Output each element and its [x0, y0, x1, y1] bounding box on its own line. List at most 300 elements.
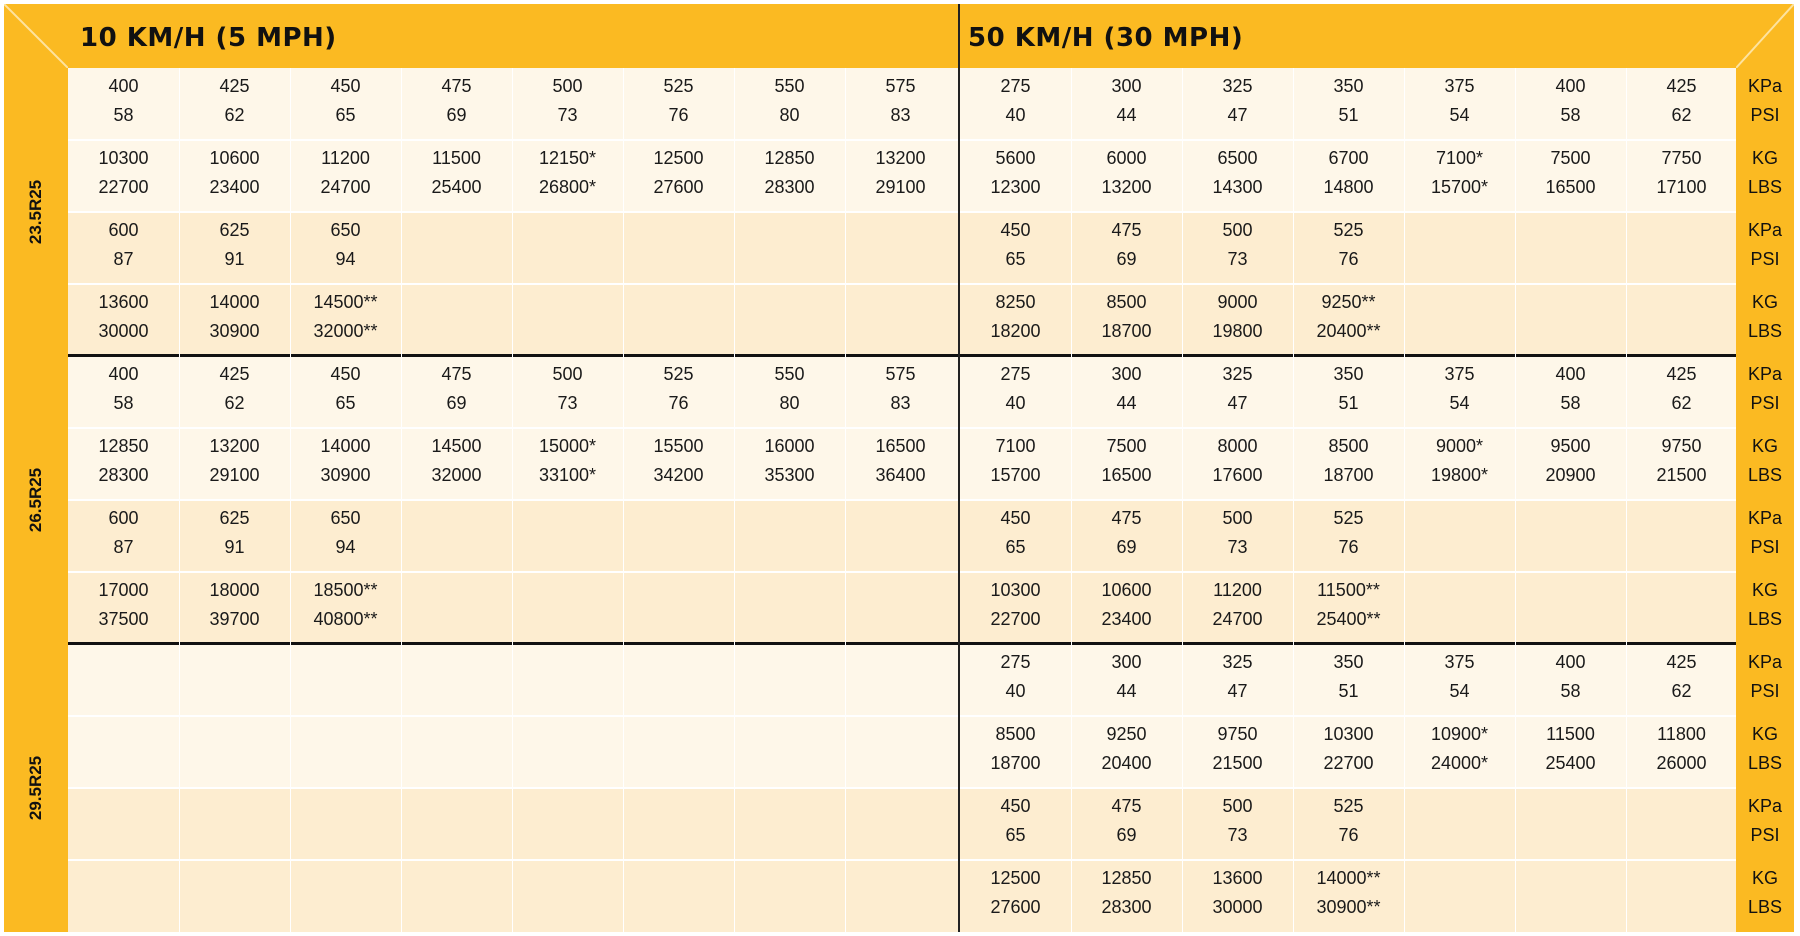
cell-value-bottom: 65: [1005, 537, 1026, 557]
cell-value-bottom: 14800: [1323, 177, 1374, 197]
cell-value-bottom: 65: [335, 393, 356, 413]
table-cell: [512, 644, 623, 716]
cell-value-top: 8500: [995, 724, 1036, 744]
cell-value-top: 500: [552, 364, 583, 384]
column-separator: [401, 68, 402, 932]
table-cell: [734, 284, 845, 356]
cell-value-top: 575: [885, 364, 916, 384]
unit-label-pair: [1736, 860, 1794, 932]
table-cell: [845, 572, 956, 644]
cell-value-bottom: 87: [113, 249, 134, 269]
cell-value-bottom: 47: [1227, 681, 1248, 701]
table-cell: [845, 788, 956, 860]
cell-value-top: 475: [441, 76, 472, 96]
cell-value-bottom: 20400**: [1316, 321, 1381, 341]
column-separator: [1182, 68, 1183, 932]
table-cell: [1071, 284, 1182, 356]
table-cell: [1515, 284, 1626, 356]
table-cell: [845, 284, 956, 356]
table-cell: [1626, 572, 1737, 644]
table-cell: [179, 500, 290, 572]
table-cell: [401, 68, 512, 140]
table-cell: [1515, 500, 1626, 572]
tire-size-label: 26.5R25: [26, 467, 45, 533]
table-cell: [1626, 284, 1737, 356]
cell-value-bottom: 44: [1116, 681, 1137, 701]
table-cell: [512, 356, 623, 428]
cell-value-bottom: 69: [1116, 249, 1137, 269]
cell-value-bottom: 24700: [1212, 609, 1263, 629]
table-cell: [179, 428, 290, 500]
table-cell: [1182, 572, 1293, 644]
table-cell: [1515, 644, 1626, 716]
table-cell: [179, 284, 290, 356]
cell-value-bottom: 62: [224, 105, 245, 125]
table-cell: [1071, 140, 1182, 212]
cell-value-top: 8250: [995, 292, 1036, 312]
table-cell: [1182, 212, 1293, 284]
table-cell: [1293, 284, 1404, 356]
unit-label-pair: [1736, 68, 1794, 140]
cell-value-bottom: 87: [113, 537, 134, 557]
table-cell: [1071, 716, 1182, 788]
cell-value-bottom: 28300: [98, 465, 149, 485]
cell-value-top: 8000: [1217, 436, 1258, 456]
table-cell: [68, 716, 179, 788]
cell-value-top: 650: [330, 220, 361, 240]
table-cell: [290, 356, 401, 428]
cell-value-top: 350: [1333, 76, 1364, 96]
table-cell: [845, 860, 956, 932]
cell-value-bottom: 30900: [320, 465, 371, 485]
table-cell: [1071, 212, 1182, 284]
table-cell: [68, 68, 179, 140]
cell-value-bottom: 16500: [1545, 177, 1596, 197]
cell-value-top: 275: [1000, 364, 1031, 384]
row-separator: [68, 787, 1736, 789]
cell-value-bottom: 80: [779, 105, 800, 125]
unit-label: KG: [1751, 436, 1778, 456]
table-cell: [623, 140, 734, 212]
cell-value-top: 300: [1111, 364, 1142, 384]
table-cell: [623, 572, 734, 644]
cell-value-top: 6500: [1217, 148, 1258, 168]
cell-value-bottom: 37500: [98, 609, 149, 629]
cell-value-bottom: 18700: [1101, 321, 1152, 341]
cell-value-top: 350: [1333, 652, 1364, 672]
cell-value-top: 475: [1111, 796, 1142, 816]
cell-value-top: 7500: [1550, 148, 1591, 168]
table-cell: [1293, 716, 1404, 788]
unit-label: KG: [1751, 724, 1778, 744]
table-cell: [1626, 212, 1737, 284]
cell-value-bottom: 32000**: [313, 321, 378, 341]
cell-value-bottom: 62: [1671, 681, 1692, 701]
cell-value-top: 550: [774, 76, 805, 96]
cell-value-top: 18000: [209, 580, 260, 600]
unit-label: LBS: [1747, 753, 1783, 773]
table-cell: [1182, 68, 1293, 140]
cell-value-top: 6000: [1106, 148, 1147, 168]
column-separator: [623, 68, 624, 932]
unit-label: KPa: [1747, 508, 1783, 528]
section-divider: [68, 642, 1736, 645]
cell-value-top: 275: [1000, 652, 1031, 672]
cell-value-bottom: 40: [1005, 105, 1026, 125]
cell-value-top: 475: [1111, 220, 1142, 240]
cell-value-bottom: 69: [446, 393, 467, 413]
row-separator: [68, 283, 1736, 285]
table-cell: [1626, 716, 1737, 788]
cell-value-bottom: 22700: [990, 609, 1041, 629]
table-cell: [960, 860, 1071, 932]
table-cell: [845, 212, 956, 284]
row-separator: [68, 427, 1736, 429]
cell-value-top: 625: [219, 220, 250, 240]
header-title-10kmh: 10 KM/H (5 MPH): [80, 23, 337, 53]
unit-label: KPa: [1747, 76, 1783, 96]
unit-label: KG: [1751, 580, 1778, 600]
table-cell: [960, 500, 1071, 572]
cell-value-bottom: 76: [668, 393, 689, 413]
cell-value-top: 13200: [875, 148, 926, 168]
unit-label: KPa: [1747, 220, 1783, 240]
table-cell: [512, 428, 623, 500]
cell-value-bottom: 26800*: [538, 177, 597, 197]
unit-label: PSI: [1750, 393, 1780, 413]
cell-value-top: 525: [663, 364, 694, 384]
cell-value-top: 15000*: [538, 436, 597, 456]
table-cell: [1404, 284, 1515, 356]
table-cell: [734, 68, 845, 140]
table-cell: [512, 212, 623, 284]
cell-value-bottom: 15700: [990, 465, 1041, 485]
table-cell: [623, 428, 734, 500]
unit-label: LBS: [1747, 609, 1783, 629]
table-cell: [290, 140, 401, 212]
cell-value-top: 9750: [1217, 724, 1258, 744]
cell-value-bottom: 69: [1116, 537, 1137, 557]
cell-value-top: 9000: [1217, 292, 1258, 312]
cell-value-top: 375: [1444, 76, 1475, 96]
cell-value-bottom: 58: [113, 393, 134, 413]
cell-value-bottom: 83: [890, 105, 911, 125]
table-cell: [1626, 860, 1737, 932]
cell-value-top: 425: [1666, 652, 1697, 672]
table-cell: [1293, 644, 1404, 716]
table-cell: [179, 140, 290, 212]
table-cell: [1293, 140, 1404, 212]
table-cell: [960, 572, 1071, 644]
row-separator: [68, 859, 1736, 861]
cell-value-bottom: 13200: [1101, 177, 1152, 197]
unit-label-pair: [1736, 572, 1794, 644]
table-cell: [623, 356, 734, 428]
table-cell: [1404, 572, 1515, 644]
tire-size-label-wrap: [4, 68, 68, 356]
cell-value-bottom: 94: [335, 537, 356, 557]
table-cell: [623, 788, 734, 860]
cell-value-bottom: 65: [1005, 825, 1026, 845]
table-cell: [623, 284, 734, 356]
row-separator: [68, 139, 1736, 141]
table-cell: [734, 788, 845, 860]
row-separator: [68, 211, 1736, 213]
cell-value-top: 12850: [1101, 868, 1152, 888]
cell-value-bottom: 62: [1671, 105, 1692, 125]
cell-value-top: 11500: [432, 148, 481, 168]
table-cell: [68, 428, 179, 500]
cell-value-top: 9500: [1550, 436, 1591, 456]
cell-value-bottom: 47: [1227, 393, 1248, 413]
cell-value-bottom: 51: [1338, 681, 1359, 701]
table-cell: [1182, 644, 1293, 716]
cell-value-top: 400: [108, 76, 139, 96]
table-cell: [623, 860, 734, 932]
cell-value-top: 10300: [990, 580, 1041, 600]
unit-label: LBS: [1747, 897, 1783, 917]
table-cell: [290, 788, 401, 860]
table-cell: [1404, 500, 1515, 572]
unit-label: LBS: [1747, 465, 1783, 485]
table-cell: [1626, 644, 1737, 716]
table-cell: [1515, 860, 1626, 932]
cell-value-top: 16000: [764, 436, 815, 456]
cell-value-bottom: 83: [890, 393, 911, 413]
table-cell: [1293, 788, 1404, 860]
table-cell: [1515, 212, 1626, 284]
table-cell: [290, 212, 401, 284]
cell-value-top: 525: [1333, 796, 1364, 816]
cell-value-top: 12500: [653, 148, 704, 168]
cell-value-top: 550: [774, 364, 805, 384]
cell-value-top: 425: [1666, 364, 1697, 384]
table-cell: [734, 500, 845, 572]
cell-value-top: 275: [1000, 76, 1031, 96]
table-cell: [68, 140, 179, 212]
cell-value-bottom: 73: [1227, 249, 1248, 269]
column-separator: [512, 68, 513, 932]
column-separator: [1515, 68, 1516, 932]
cell-value-bottom: 54: [1449, 681, 1470, 701]
cell-value-top: 300: [1111, 652, 1142, 672]
cell-value-bottom: 69: [446, 105, 467, 125]
cell-value-top: 425: [219, 364, 250, 384]
unit-label-pair: [1736, 716, 1794, 788]
cell-value-bottom: 25400: [431, 177, 482, 197]
cell-value-bottom: 28300: [764, 177, 815, 197]
cell-value-top: 450: [330, 364, 361, 384]
cell-value-bottom: 27600: [990, 897, 1041, 917]
table-cell: [68, 356, 179, 428]
cell-value-bottom: 35300: [764, 465, 815, 485]
cell-value-top: 7100: [995, 436, 1036, 456]
cell-value-top: 11200: [1213, 580, 1262, 600]
cell-value-bottom: 21500: [1212, 753, 1263, 773]
cell-value-top: 12850: [98, 436, 149, 456]
cell-value-top: 450: [1000, 796, 1031, 816]
unit-label: KPa: [1747, 652, 1783, 672]
cell-value-bottom: 73: [1227, 537, 1248, 557]
table-cell: [1404, 428, 1515, 500]
table-cell: [401, 788, 512, 860]
table-cell: [179, 572, 290, 644]
table-cell: [1626, 140, 1737, 212]
table-cell: [845, 68, 956, 140]
table-cell: [290, 500, 401, 572]
tire-size-label-box: [4, 644, 68, 932]
cell-value-bottom: 65: [335, 105, 356, 125]
unit-label-pair: [1736, 428, 1794, 500]
table-cell: [1182, 860, 1293, 932]
cell-value-bottom: 94: [335, 249, 356, 269]
cell-value-top: 8500: [1328, 436, 1369, 456]
table-cell: [512, 860, 623, 932]
cell-value-bottom: 54: [1449, 393, 1470, 413]
cell-value-top: 450: [1000, 220, 1031, 240]
table-cell: [845, 356, 956, 428]
table-cell: [1404, 788, 1515, 860]
unit-label: PSI: [1750, 249, 1780, 269]
table-cell: [623, 500, 734, 572]
cell-value-bottom: 65: [1005, 249, 1026, 269]
speed-divider: [958, 4, 960, 932]
tire-size-label: 23.5R25: [26, 179, 45, 245]
table-cell: [1071, 572, 1182, 644]
cell-value-bottom: 17600: [1212, 465, 1263, 485]
cell-value-top: 11500: [1546, 724, 1595, 744]
cell-value-top: 400: [1555, 364, 1586, 384]
table-cell: [1515, 68, 1626, 140]
column-separator: [734, 68, 735, 932]
cell-value-bottom: 91: [224, 249, 245, 269]
table-cell: [1626, 788, 1737, 860]
table-cell: [290, 284, 401, 356]
cell-value-bottom: 33100*: [538, 465, 597, 485]
cell-value-top: 450: [1000, 508, 1031, 528]
cell-value-bottom: 69: [1116, 825, 1137, 845]
cell-value-top: 12150*: [538, 148, 597, 168]
header-left: [4, 4, 959, 68]
table-cell: [290, 716, 401, 788]
table-cell: [401, 140, 512, 212]
cell-value-top: 11200: [321, 148, 370, 168]
table-cell: [960, 68, 1071, 140]
table-cell: [1404, 68, 1515, 140]
table-cell: [179, 212, 290, 284]
cell-value-top: 375: [1444, 364, 1475, 384]
cell-value-top: 475: [441, 364, 472, 384]
table-cell: [68, 284, 179, 356]
table-cell: [734, 572, 845, 644]
table-cell: [845, 716, 956, 788]
table-cell: [290, 644, 401, 716]
table-cell: [68, 212, 179, 284]
cell-value-bottom: 24700: [320, 177, 371, 197]
cell-value-top: 325: [1222, 76, 1253, 96]
table-cell: [623, 644, 734, 716]
table-cell: [1182, 356, 1293, 428]
cell-value-top: 525: [1333, 220, 1364, 240]
cell-value-bottom: 40: [1005, 393, 1026, 413]
table-cell: [1515, 140, 1626, 212]
table-cell: [68, 644, 179, 716]
unit-label: KG: [1751, 868, 1778, 888]
table-cell: [68, 788, 179, 860]
cell-value-bottom: 58: [1560, 105, 1581, 125]
cell-value-top: 14500: [431, 436, 482, 456]
cell-value-bottom: 76: [1338, 537, 1359, 557]
cell-value-bottom: 26000: [1656, 753, 1707, 773]
cell-value-top: 650: [330, 508, 361, 528]
cell-value-bottom: 25400**: [1316, 609, 1381, 629]
table-cell: [845, 644, 956, 716]
column-separator: [845, 68, 846, 932]
cell-value-top: 10300: [98, 148, 149, 168]
cell-value-bottom: 76: [668, 105, 689, 125]
cell-value-bottom: 76: [1338, 825, 1359, 845]
cell-value-top: 7500: [1106, 436, 1147, 456]
table-cell: [1404, 356, 1515, 428]
cell-value-bottom: 21500: [1656, 465, 1707, 485]
cell-value-bottom: 58: [113, 105, 134, 125]
unit-label-pair: [1736, 500, 1794, 572]
column-separator: [1293, 68, 1294, 932]
cell-value-bottom: 19800: [1212, 321, 1263, 341]
cell-value-bottom: 17100: [1656, 177, 1707, 197]
table-cell: [1071, 644, 1182, 716]
column-separator: [179, 68, 180, 932]
cell-value-bottom: 36400: [875, 465, 926, 485]
cell-value-top: 10600: [1101, 580, 1152, 600]
cell-value-bottom: 25400: [1545, 753, 1596, 773]
table-cell: [734, 428, 845, 500]
cell-value-bottom: 20900: [1545, 465, 1596, 485]
table-cell: [290, 572, 401, 644]
cell-value-top: 425: [219, 76, 250, 96]
table-cell: [623, 716, 734, 788]
cell-value-top: 16500: [875, 436, 926, 456]
cell-value-bottom: 91: [224, 537, 245, 557]
table-cell: [179, 788, 290, 860]
header-corner-left: [4, 4, 68, 68]
tire-size-label-box: [4, 68, 68, 356]
cell-value-bottom: 18200: [990, 321, 1041, 341]
cell-value-top: 8500: [1106, 292, 1147, 312]
table-cell: [1404, 644, 1515, 716]
cell-value-bottom: 22700: [1323, 753, 1374, 773]
cell-value-bottom: 51: [1338, 105, 1359, 125]
column-separator: [290, 68, 291, 932]
table-cell: [68, 500, 179, 572]
table-cell: [401, 860, 512, 932]
cell-value-bottom: 73: [1227, 825, 1248, 845]
table-cell: [179, 860, 290, 932]
table-cell: [734, 644, 845, 716]
cell-value-top: 6700: [1328, 148, 1369, 168]
tire-size-label: 29.5R25: [26, 755, 45, 821]
cell-value-bottom: 54: [1449, 105, 1470, 125]
table-cell: [734, 860, 845, 932]
table-cell: [1182, 428, 1293, 500]
cell-value-bottom: 27600: [653, 177, 704, 197]
column-separator: [1071, 68, 1072, 932]
column-separator: [1626, 68, 1627, 932]
cell-value-top: 300: [1111, 76, 1142, 96]
cell-value-bottom: 73: [557, 393, 578, 413]
table-cell: [1071, 428, 1182, 500]
table-cell: [512, 500, 623, 572]
